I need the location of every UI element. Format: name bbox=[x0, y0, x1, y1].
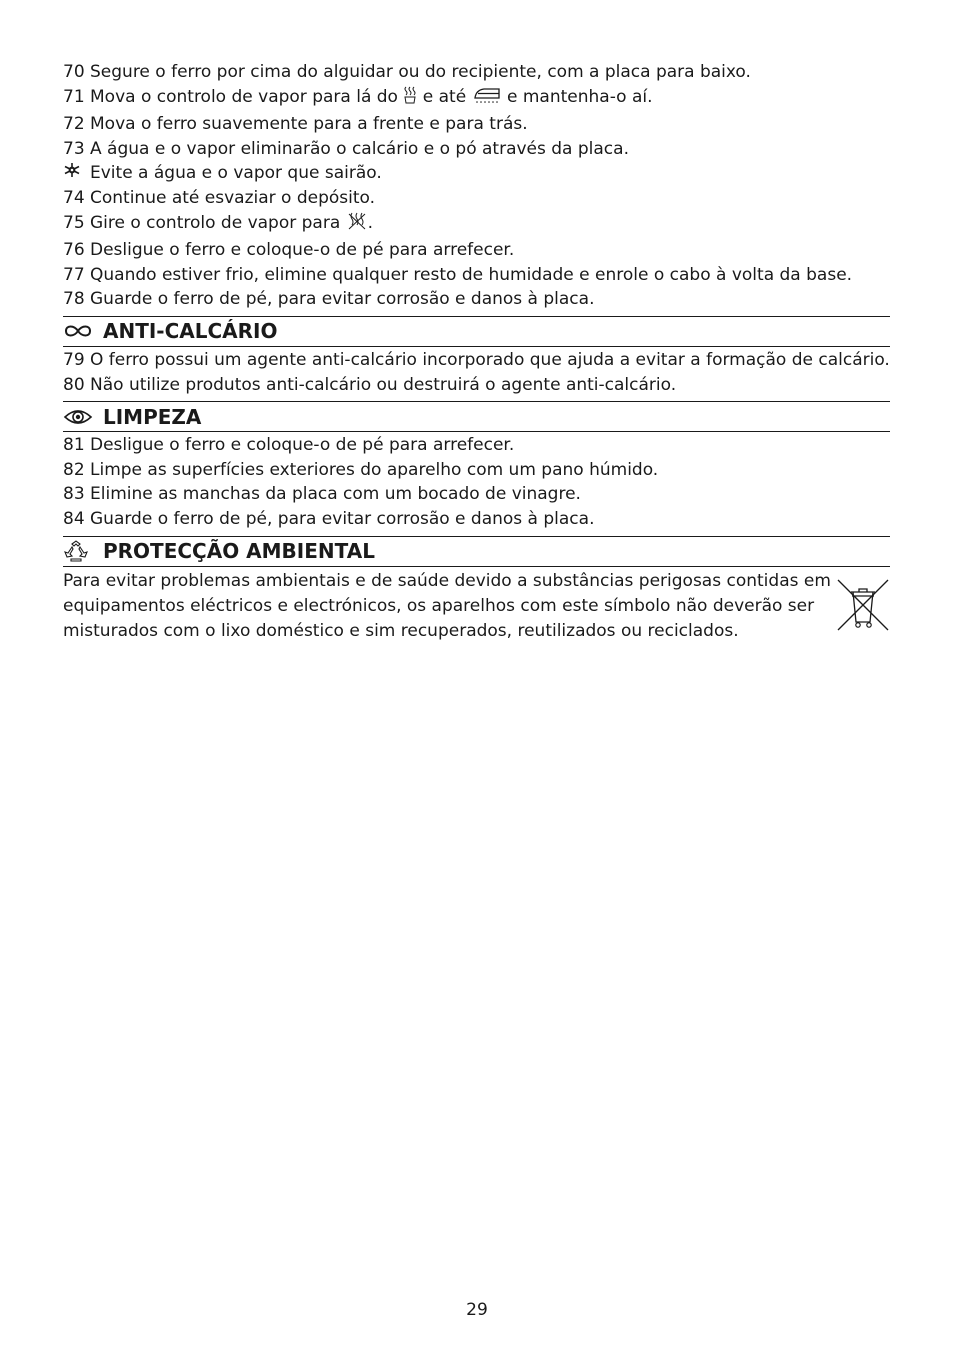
step-80 bbox=[63, 373, 890, 398]
step-number: 83 bbox=[63, 484, 85, 505]
step-text: Mova o ferro suavemente para a frente e para trás. bbox=[90, 114, 528, 135]
document-page bbox=[63, 60, 890, 644]
step-text: A água e o vapor eliminarão o calcário e o pó através da placa. bbox=[90, 138, 629, 159]
step-text: O ferro possui um agente anti-calcário incorporado que ajuda a evitar a formação de calcário. bbox=[90, 349, 890, 370]
section-header-anticalcario bbox=[63, 316, 890, 347]
step-text: Segure o ferro por cima do alguidar ou do recipiente, com a placa para baixo. bbox=[90, 62, 751, 82]
section-title: LIMPEZA bbox=[103, 404, 202, 429]
step-number: 77 bbox=[63, 264, 85, 285]
step-75 bbox=[63, 211, 890, 239]
step-text-mid: e até bbox=[422, 86, 467, 107]
step-78 bbox=[63, 287, 890, 312]
step-82 bbox=[63, 458, 890, 483]
steam-off-icon bbox=[346, 211, 368, 239]
step-74 bbox=[63, 186, 890, 211]
section-title: ANTI-CALCÁRIO bbox=[103, 319, 278, 344]
step-number: 82 bbox=[63, 459, 85, 480]
infinity-icon bbox=[63, 320, 93, 342]
steam-max-icon bbox=[403, 85, 417, 113]
step-number: 75 bbox=[63, 212, 85, 233]
step-number: 76 bbox=[63, 240, 85, 261]
eye-icon bbox=[63, 406, 93, 428]
step-84 bbox=[63, 507, 890, 532]
iron-soleplate-icon bbox=[472, 85, 502, 113]
step-81 bbox=[63, 433, 890, 458]
step-number: 74 bbox=[63, 187, 85, 208]
step-76 bbox=[63, 238, 890, 263]
step-number: 84 bbox=[63, 508, 85, 529]
step-text: Desligue o ferro e coloque-o de pé para arrefecer. bbox=[90, 435, 515, 456]
environment-paragraph: Para evitar problemas ambientais e de saúde devido a substâncias perigosas contidas em equipamentos eléctricos e electrónicos, os aparelhos com este símbolo não deverão ser misturados com o lixo doméstico e sim recuperados, reutilizados ou reciclados. bbox=[63, 570, 831, 641]
step-number: 71 bbox=[63, 86, 85, 107]
step-text-before: Mova o controlo de vapor para lá do bbox=[90, 86, 398, 107]
step-text: Limpe as superfícies exteriores do aparelho com um pano húmido. bbox=[90, 459, 659, 480]
warning-line bbox=[63, 161, 890, 186]
section-header-limpeza bbox=[63, 401, 890, 432]
step-73 bbox=[63, 137, 890, 162]
step-text-after: . bbox=[367, 212, 374, 233]
step-79 bbox=[63, 348, 890, 373]
step-text: Elimine as manchas da placa com um bocado de vinagre. bbox=[90, 484, 581, 505]
step-number: 70 bbox=[63, 62, 85, 82]
page-number: 29 bbox=[466, 1300, 488, 1320]
recycle-icon bbox=[63, 540, 93, 562]
warning-star-icon bbox=[63, 161, 90, 186]
step-text: Guarde o ferro de pé, para evitar corrosão e danos à placa. bbox=[90, 508, 595, 529]
step-number: 80 bbox=[63, 374, 85, 395]
step-77 bbox=[63, 263, 890, 288]
section-header-ambiental bbox=[63, 536, 890, 567]
step-text-after: e mantenha-o aí. bbox=[507, 86, 653, 107]
step-text-before: Gire o controlo de vapor para bbox=[90, 212, 341, 233]
step-text: Continue até esvaziar o depósito. bbox=[90, 187, 376, 208]
warning-text: Evite a água e o vapor que sairão. bbox=[90, 163, 382, 184]
step-71 bbox=[63, 85, 890, 113]
step-number: 78 bbox=[63, 289, 85, 310]
crossed-bin-icon bbox=[836, 578, 890, 632]
step-70 bbox=[63, 60, 890, 85]
step-number: 72 bbox=[63, 114, 85, 135]
step-text: Não utilize produtos anti-calcário ou destruirá o agente anti-calcário. bbox=[90, 374, 677, 395]
step-72 bbox=[63, 112, 890, 137]
step-83 bbox=[63, 482, 890, 507]
step-number: 79 bbox=[63, 349, 85, 370]
step-text: Quando estiver frio, elimine qualquer resto de humidade e enrole o cabo à volta da base. bbox=[90, 264, 853, 285]
step-number: 73 bbox=[63, 138, 85, 159]
step-text: Desligue o ferro e coloque-o de pé para arrefecer. bbox=[90, 240, 515, 261]
environment-block bbox=[63, 569, 890, 644]
step-number: 81 bbox=[63, 435, 85, 456]
section-title: PROTECÇÃO AMBIENTAL bbox=[103, 539, 375, 563]
step-text: Guarde o ferro de pé, para evitar corrosão e danos à placa. bbox=[90, 289, 595, 310]
